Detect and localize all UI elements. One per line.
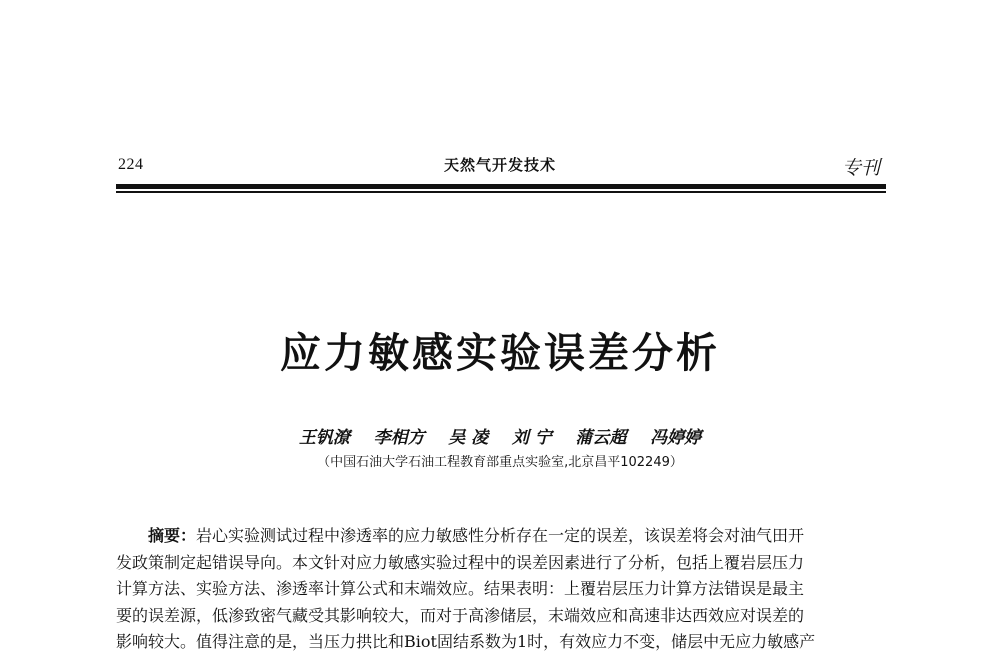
- abstract-line: 影响较大。值得注意的是，当压力拱比和Biot固结系数为1时，有效应力不变，储层中无应力敏感产: [116, 632, 816, 651]
- author-affiliation: （中国石油大学石油工程教育部重点实验室,北京昌平102249）: [317, 455, 683, 470]
- abstract-line: 计算方法、实验方法、渗透率计算公式和末端效应。结果表明：上覆岩层压力计算方法错误是最主: [116, 579, 805, 598]
- article-title: 应力敏感实验误差分析: [280, 329, 720, 377]
- abstract-line: [116, 523, 888, 550]
- header-rule-thick: [116, 184, 886, 189]
- abstract-line: 发政策制定起错误导向。本文针对应力敏感实验过程中的误差因素进行了分析，包括上覆岩层压力: [116, 552, 805, 572]
- abstract: [116, 523, 888, 656]
- abstract-line: 要的误差源，低渗致密气藏受其影响较大，而对于高渗储层，末端效应和高速非达西效应对误差的: [116, 605, 805, 625]
- issue-label: 专刊: [841, 157, 880, 179]
- journal-name: 天然气开发技术: [443, 156, 556, 174]
- header-rule-thin: [116, 191, 886, 193]
- author-list: 王钒潦 李相方 吴 凌 刘 宁 蒲云超 冯婷婷: [298, 428, 702, 448]
- abstract-text: 岩心实验测试过程中渗透率的应力敏感性分析存在一定的误差，该误差将会对油气田开: [196, 526, 805, 545]
- page-number: 224: [118, 156, 144, 173]
- abstract-label: 摘要：: [148, 526, 197, 545]
